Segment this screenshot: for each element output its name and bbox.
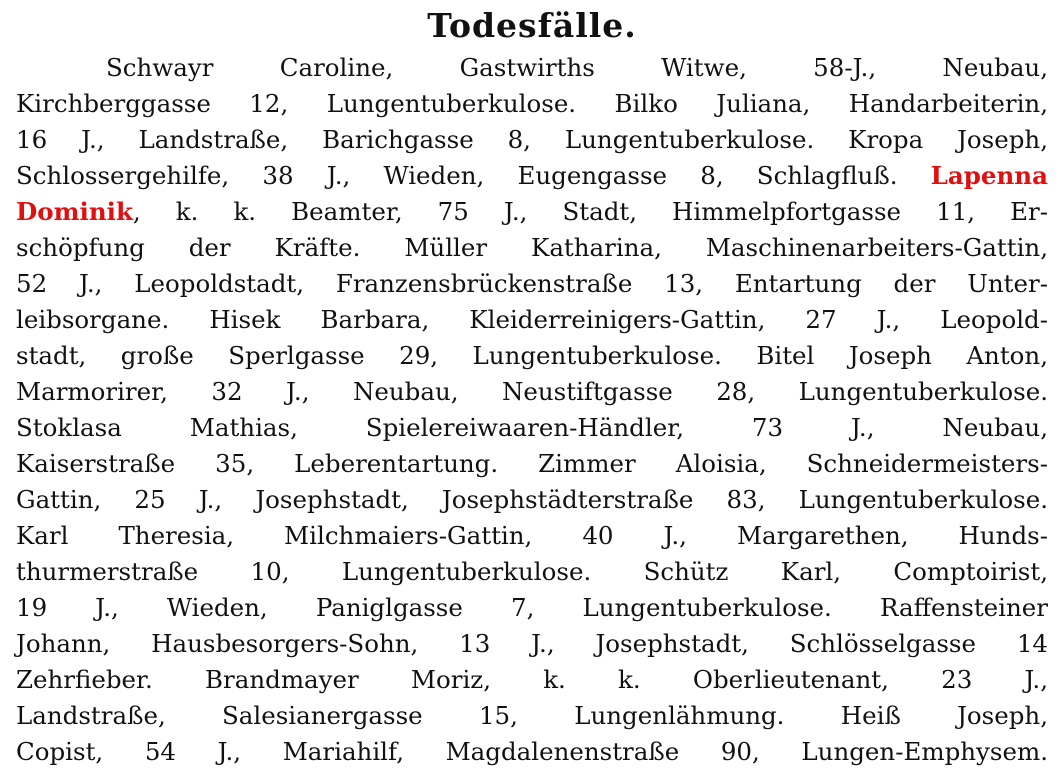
text-line: schöpfung der Kräfte. Müller Katharina, Maschinenarbeiters-Gattin, xyxy=(16,233,1048,262)
text-line: Marmorirer, 32 J., Neubau, Neustiftgasse 28, Lungentuberkulose. xyxy=(16,377,1048,406)
text-line: Karl Theresia, Milchmaiers-Gattin, 40 J., Margarethen, Hunds- xyxy=(16,521,1048,550)
text-line: Schwayr Caroline, Gastwirths Witwe, 58-J., Neubau, xyxy=(106,53,1048,82)
text-line: Johann, Hausbesorgers-Sohn, 13 J., Josephstadt, Schlösselgasse 14 xyxy=(16,629,1048,658)
text-line: stadt, große Sperlgasse 29, Lungentuberkulose. Bitel Joseph Anton, xyxy=(16,341,1048,370)
page-title: Todesfälle. xyxy=(427,6,637,45)
highlighted-name: Dominik xyxy=(16,197,133,226)
death-notices-text xyxy=(16,50,1048,770)
text-line: 19 J., Wieden, Paniglgasse 7, Lungentuberkulose. Raffensteiner xyxy=(16,593,1048,622)
text-line: Landstraße, Salesianergasse 15, Lungenlähmung. Heiß Joseph, xyxy=(16,701,1048,730)
text-line: leibsorgane. Hisek Barbara, Kleiderreinigers-Gattin, 27 J., Leopold- xyxy=(16,305,1048,334)
text-line: 52 J., Leopoldstadt, Franzensbrückenstraße 13, Entartung der Unter- xyxy=(16,269,1048,298)
text-line: Kaiserstraße 35, Leberentartung. Zimmer Aloisia, Schneidermeisters- xyxy=(16,449,1048,478)
text-line: Gattin, 25 J., Josephstadt, Josephstädterstraße 83, Lungentuberkulose. xyxy=(16,485,1048,514)
text-line: 16 J., Landstraße, Barichgasse 8, Lungentuberkulose. Kropa Joseph, xyxy=(16,125,1048,154)
text-line-highlight: Schlossergehilfe, 38 J., Wieden, Eugengasse 8, Schlagfluß. Lapenna xyxy=(16,161,1048,190)
text-line: Kirchberggasse 12, Lungentuberkulose. Bilko Juliana, Handarbeiterin, xyxy=(16,89,1048,118)
text-line: Stoklasa Mathias, Spielereiwaaren-Händler, 73 J., Neubau, xyxy=(16,413,1048,442)
text-line: thurmerstraße 10, Lungentuberkulose. Schütz Karl, Comptoirist, xyxy=(16,557,1048,586)
text-line-highlight: Dominik, k. k. Beamter, 75 J., Stadt, Himmelpfortgasse 11, Er- xyxy=(16,197,1048,226)
text-line: Zehrfieber. Brandmayer Moriz, k. k. Oberlieutenant, 23 J., xyxy=(16,665,1048,694)
text-line: Copist, 54 J., Mariahilf, Magdalenenstraße 90, Lungen-Emphysem. xyxy=(16,737,1048,766)
highlighted-name: Lapenna xyxy=(930,161,1048,190)
